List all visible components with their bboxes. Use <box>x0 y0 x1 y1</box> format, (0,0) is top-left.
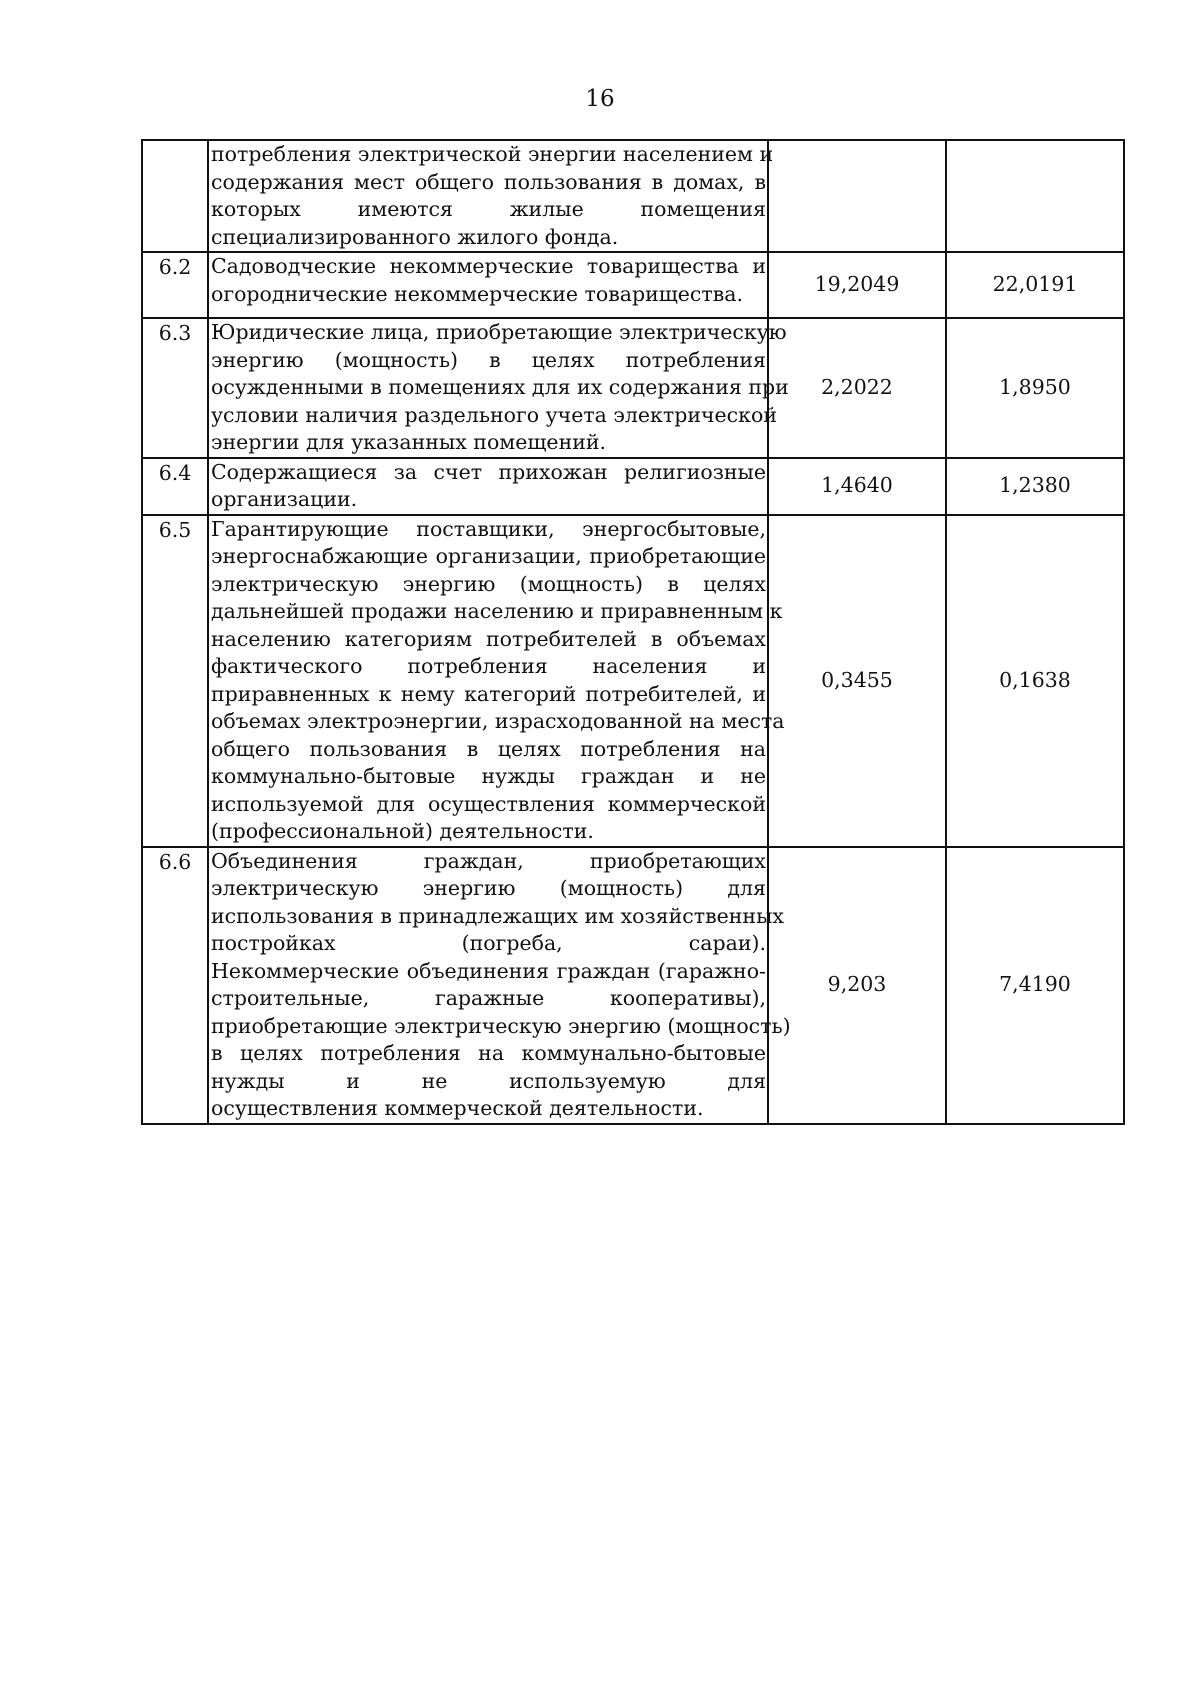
description-line: использования в принадлежащих им хозяйственных <box>211 903 784 928</box>
row-number-cell <box>142 847 208 1124</box>
description-line: (профессиональной) деятельности. <box>211 819 594 843</box>
tariff-table <box>141 139 1125 1125</box>
description-line: энергоснабжающие организации, приобретающие <box>211 544 766 568</box>
value-2: 0,1638 <box>999 667 1071 692</box>
value-1: 9,203 <box>827 972 887 997</box>
description-line: дальнейшей продажи населению и приравненным к <box>211 599 783 623</box>
row-number-cell <box>142 318 208 458</box>
table-body <box>142 140 1124 1124</box>
row-number: 6.2 <box>158 255 192 279</box>
description-line: объемах электроэнергии, израсходованной на места <box>211 709 785 733</box>
description-line: которых имеются жилые помещения <box>211 197 766 221</box>
description-line: Садоводческие некоммерческие товарищества и <box>211 254 766 278</box>
value-1: 1,4640 <box>821 473 893 498</box>
value-2: 7,4190 <box>999 972 1071 997</box>
description-line: общего пользования в целях потребления на <box>211 736 766 761</box>
description-cell <box>208 847 791 1124</box>
value-cell-1 <box>768 252 946 318</box>
description-text <box>209 319 789 457</box>
description-line: коммунально-бытовые нужды граждан и не <box>211 764 766 788</box>
row-number: 6.6 <box>158 849 192 874</box>
description-cell <box>208 515 785 847</box>
value-2: 1,8950 <box>999 375 1071 399</box>
description-line: организации. <box>211 487 358 511</box>
row-number: 6.5 <box>158 517 192 542</box>
value-cell-1 <box>768 847 946 1124</box>
row-number-cell <box>142 252 208 318</box>
description-line: приобретающие электрическую энергию (мощность) <box>211 1013 791 1038</box>
table-row <box>142 458 1124 515</box>
description-text <box>209 459 767 514</box>
description-line: осуществления коммерческой деятельности. <box>211 1096 704 1120</box>
description-line: энергии для указанных помещений. <box>211 430 607 454</box>
value-2: 22,0191 <box>992 272 1078 297</box>
value-2: 1,2380 <box>999 473 1071 498</box>
value-cell-2 <box>946 515 1124 847</box>
value-1: 19,2049 <box>814 272 900 297</box>
description-line: Некоммерческие объединения граждан (гаражно- <box>211 958 766 983</box>
description-line: осужденными в помещениях для их содержания при <box>211 375 789 399</box>
value-cell-1 <box>768 458 946 515</box>
description-line: используемой для осуществления коммерческой <box>211 791 766 816</box>
value-cell-2 <box>946 318 1124 458</box>
description-line: строительные, гаражные кооперативы), <box>211 986 766 1010</box>
description-line: специализированного жилого фонда. <box>211 224 619 249</box>
table-row <box>142 140 1124 252</box>
value-cell-2 <box>946 140 1124 252</box>
description-cell <box>208 318 789 458</box>
description-cell <box>208 252 768 318</box>
description-text <box>209 141 774 251</box>
description-line: энергию (мощность) в целях потребления <box>211 347 766 372</box>
description-line: Объединения граждан, приобретающих <box>211 848 766 873</box>
description-line: электрическую энергию (мощность) в целях <box>211 571 766 596</box>
row-number: 6.4 <box>158 460 192 485</box>
value-cell-1 <box>768 515 946 847</box>
table-row <box>142 252 1124 318</box>
row-number-cell <box>142 515 208 847</box>
row-number: 6.3 <box>158 321 192 345</box>
description-line: Содержащиеся за счет прихожан религиозные <box>211 459 766 484</box>
value-1: 2,2022 <box>821 375 893 399</box>
description-cell <box>208 140 774 252</box>
description-cell <box>208 458 768 515</box>
value-cell-1 <box>768 318 946 458</box>
description-line: нужды и не используемую для <box>211 1068 766 1093</box>
description-text <box>209 253 767 308</box>
description-line: постройках (погреба, сараи). <box>211 931 766 955</box>
description-line: приравненных к нему категорий потребителей, и <box>211 681 766 706</box>
table-row <box>142 318 1124 458</box>
description-line: потребления электрической энергии населением и <box>211 142 774 166</box>
description-line: электрическую энергию (мощность) для <box>211 876 766 900</box>
description-line: населению категориям потребителей в объемах <box>211 626 766 651</box>
description-line: содержания мест общего пользования в домах, в <box>211 169 766 194</box>
description-text <box>209 848 791 1123</box>
page-number: 16 <box>585 86 615 112</box>
description-text <box>209 516 785 846</box>
table-row <box>142 847 1124 1124</box>
value-cell-1 <box>768 140 946 252</box>
description-line: фактического потребления населения и <box>211 654 766 678</box>
value-cell-2 <box>946 847 1124 1124</box>
description-line: Юридические лица, приобретающие электрическую <box>211 320 787 344</box>
value-cell-2 <box>946 458 1124 515</box>
value-1: 0,3455 <box>821 667 893 692</box>
table-row <box>142 515 1124 847</box>
description-line: в целях потребления на коммунально-бытовые <box>211 1041 766 1065</box>
row-number <box>143 141 207 142</box>
description-line: Гарантирующие поставщики, энергосбытовые, <box>211 516 766 541</box>
row-number-cell <box>142 140 208 252</box>
row-number-cell <box>142 458 208 515</box>
description-line: огороднические некоммерческие товарищества. <box>211 281 744 306</box>
value-cell-2 <box>946 252 1124 318</box>
description-line: условии наличия раздельного учета электрической <box>211 402 777 427</box>
